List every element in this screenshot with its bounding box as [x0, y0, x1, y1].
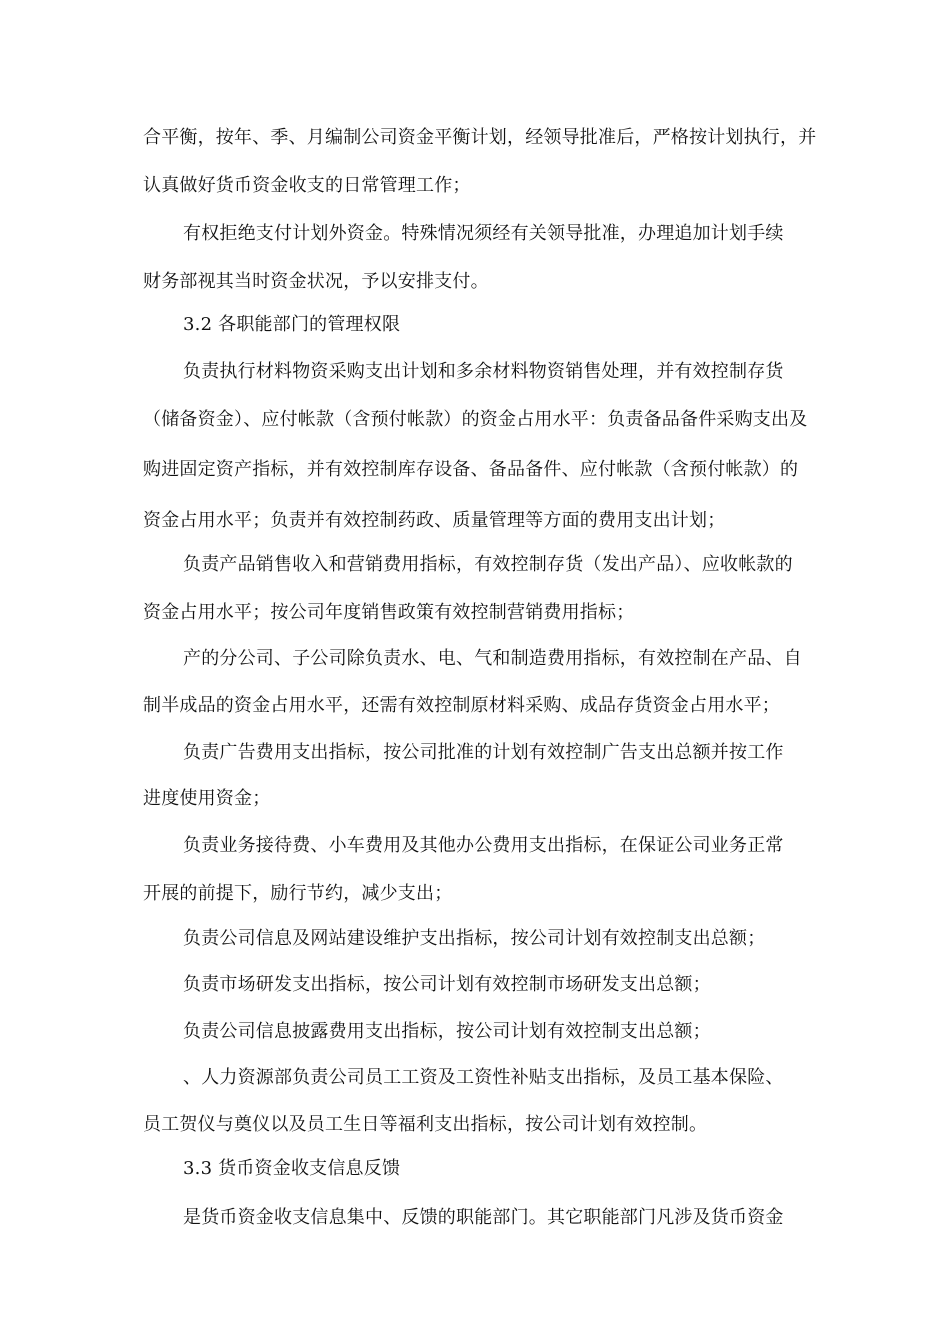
- text-line: 认真做好货币资金收支的日常管理工作；: [143, 175, 471, 196]
- text-line: 财务部视其当时资金状况，予以安排支付。: [143, 271, 489, 292]
- text-line: 资金占用水平；负责并有效控制药政、质量管理等方面的费用支出计划；: [143, 510, 726, 531]
- text-line: 、人力资源部负责公司员工工资及工资性补贴支出指标，及员工基本保险、: [183, 1067, 784, 1088]
- text-line: 购进固定资产指标，并有效控制库存设备、备品备件、应付帐款（含预付帐款）的: [143, 459, 799, 480]
- text-line: 资金占用水平；按公司年度销售政策有效控制营销费用指标；: [143, 602, 635, 623]
- text-line: 负责广告费用支出指标，按公司批准的计划有效控制广告支出总额并按工作: [183, 742, 784, 763]
- text-line: 员工贺仪与奠仪以及员工生日等福利支出指标，按公司计划有效控制。: [143, 1114, 708, 1135]
- text-line: 制半成品的资金占用水平，还需有效控制原材料采购、成品存货资金占用水平；: [143, 695, 780, 716]
- text-line: 产的分公司、子公司除负责水、电、气和制造费用指标，有效控制在产品、自: [183, 648, 802, 669]
- section-heading: 3.2 各职能部门的管理权限: [183, 314, 401, 335]
- text-line: （储备资金）、应付帐款（含预付帐款）的资金占用水平：负责备品备件采购支出及: [143, 409, 808, 430]
- text-line: 负责公司信息及网站建设维护支出指标，按公司计划有效控制支出总额；: [183, 928, 766, 949]
- text-line: 开展的前提下，励行节约，减少支出；: [143, 883, 453, 904]
- section-heading: 3.3 货币资金收支信息反馈: [183, 1158, 401, 1179]
- text-line: 进度使用资金；: [143, 788, 271, 809]
- text-line: 有权拒绝支付计划外资金。特殊情况须经有关领导批准，办理追加计划手续: [183, 223, 784, 244]
- text-line: 负责公司信息披露费用支出指标，按公司计划有效控制支出总额；: [183, 1021, 711, 1042]
- text-line: 负责执行材料物资采购支出计划和多余材料物资销售处理，并有效控制存货: [183, 361, 784, 382]
- text-line: 负责业务接待费、小车费用及其他办公费用支出指标，在保证公司业务正常: [183, 835, 784, 856]
- text-line: 合平衡，按年、季、月编制公司资金平衡计划，经领导批准后，严格按计划执行，并: [143, 127, 817, 148]
- text-line: 负责市场研发支出指标，按公司计划有效控制市场研发支出总额；: [183, 974, 711, 995]
- text-line: 负责产品销售收入和营销费用指标，有效控制存货（发出产品）、应收帐款的: [183, 554, 793, 575]
- text-line: 是货币资金收支信息集中、反馈的职能部门。其它职能部门凡涉及货币资金: [183, 1207, 784, 1228]
